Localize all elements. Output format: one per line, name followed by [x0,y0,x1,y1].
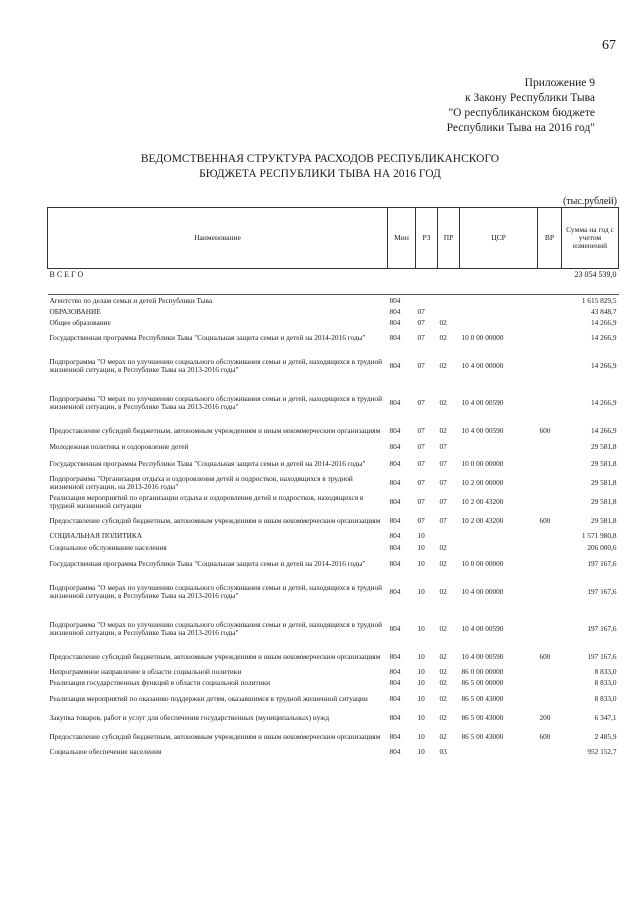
table-row [48,329,619,348]
cell-pr: 02 [439,558,447,568]
cell-sum: 14 266,9 [590,332,617,342]
units-label: (тыс.рублей) [562,196,617,207]
cell-name: Общее образование [49,317,111,327]
cell-rz [416,295,438,307]
cell-csr: 10 4 00 00590 [461,623,504,633]
appendix-header [380,76,595,136]
cell-csr: 86 5 00 00000 [461,678,504,688]
cell-min: 804 [389,678,401,688]
cell-sum: 197 167,6 [587,586,617,596]
cell-vr [538,441,562,455]
cell-vr [538,307,562,318]
cell-vr [538,747,562,759]
cell-rz: 07 [417,496,425,506]
cell-pr [438,531,460,543]
cell-min: 804 [389,295,401,305]
table-row [48,512,619,531]
cell-rz [416,269,438,281]
cell-csr: 10 0 00 00000 [461,332,504,342]
column-header-min: Мин [388,208,416,269]
cell-name: ОБРАЗОВАНИЕ [49,306,101,316]
cell-sum: 8 833,0 [594,678,617,688]
cell-csr [460,295,538,307]
cell-vr [538,295,562,307]
cell-name: Государственная программа Республики Тыва "Социальная защита семьи и детей на 2014-2016 годы" [49,458,366,468]
cell-rz: 10 [417,543,425,553]
cell-rz: 10 [417,747,425,757]
cell-sum: 29 581,8 [590,496,617,506]
table-body [48,269,619,759]
appendix-line: Республики Тыва на 2016 год" [446,122,595,134]
cell-rz: 07 [417,332,425,342]
cell-csr: 10 4 00 00590 [461,425,504,435]
cell-rz: 07 [417,360,425,370]
cell-min: 804 [389,425,401,435]
title-line: БЮДЖЕТА РЕСПУБЛИКИ ТЫВА НА 2016 ГОД [199,168,441,180]
cell-min: 804 [389,543,401,553]
cell-vr [538,611,562,648]
cell-sum: 29 581,8 [590,515,617,525]
cell-vr [538,474,562,493]
table-row [48,690,619,709]
cell-min: 804 [389,515,401,525]
cell-pr: 02 [439,543,447,553]
cell-name: Предоставление субсидий бюджетным, автономным учреждениям и иным некоммерческим организациям [49,731,381,741]
appendix-line: Приложение 9 [524,77,595,89]
cell-vr [538,574,562,611]
table-row [48,574,619,611]
cell-min: 804 [389,747,401,757]
cell-name: Предоставление субсидий бюджетным, автономным учреждениям и иным некоммерческим организациям [49,651,381,661]
cell-csr: 10 2 00 43200 [461,515,504,525]
cell-rz: 10 [417,678,425,688]
cell-csr: 10 2 00 43200 [461,496,504,506]
cell-pr [438,307,460,318]
cell-sum: 2 485,9 [594,731,617,741]
cell-sum: 8 833,0 [594,666,617,676]
column-header-csr: ЦСР [460,208,538,269]
cell-pr [438,281,460,295]
cell-csr [460,269,538,281]
table-row [48,441,619,455]
cell-min: 804 [389,623,401,633]
cell-sum: 8 833,0 [594,693,617,703]
cell-pr: 07 [439,515,447,525]
cell-pr: 02 [439,425,447,435]
cell-csr: 86 5 00 43000 [461,693,504,703]
cell-vr [538,455,562,474]
cell-name: Молодежная политика и оздоровление детей [49,442,189,452]
cell-csr: 10 4 00 00590 [461,651,504,661]
cell-vr [538,678,562,690]
cell-pr: 03 [439,747,447,757]
cell-sum [562,281,619,295]
table-row [48,307,619,318]
column-header-pr: ПР [438,208,460,269]
cell-vr [538,667,562,678]
cell-rz: 07 [417,442,425,452]
cell-csr [460,281,538,295]
table-row [48,295,619,307]
cell-csr: 86 5 00 43000 [461,712,504,722]
table-row [48,709,619,728]
cell-name: Социальное обеспечение населения [49,747,162,757]
cell-pr: 02 [439,693,447,703]
table-row [48,728,619,747]
cell-name: Подпрограмма "О мерах по улучшению социального обслуживания семьи и детей, находящихся в трудной жизненной ситуации, в Республике Тыва на 2013-2016 годы" [49,619,383,637]
cell-sum: 23 054 539,0 [574,269,617,279]
cell-rz: 10 [417,712,425,722]
table-row [48,543,619,555]
cell-vr [538,690,562,709]
cell-rz: 10 [417,558,425,568]
cell-sum: 29 581,8 [590,458,617,468]
cell-rz: 10 [417,531,425,541]
table-row [48,318,619,329]
cell-csr: 10 2 00 00000 [461,477,504,487]
cell-pr [438,295,460,307]
cell-sum: 14 266,9 [590,425,617,435]
cell-min: 804 [389,531,401,541]
cell-csr [460,543,538,555]
cell-rz: 07 [417,477,425,487]
cell-name: Предоставление субсидий бюджетным, автономным учреждениям и иным некоммерческим организациям [49,425,381,435]
cell-name: Реализация мероприятий по оказанию поддержки детям, оказавшимся в трудной жизненной ситуации [49,693,368,703]
column-header-sum: Сумма на год с учетом изменений [562,208,619,269]
cell-min: 804 [389,317,401,327]
cell-sum: 206 000,6 [587,543,617,553]
table-row [48,648,619,667]
cell-vr [538,555,562,574]
cell-min: 804 [389,693,401,703]
table-row [48,385,619,422]
cell-sum: 14 266,9 [590,317,617,327]
cell-sum: 197 167,6 [587,558,617,568]
cell-sum: 43 848,7 [590,306,617,316]
cell-min [388,269,416,281]
cell-csr [460,318,538,329]
cell-pr: 02 [439,317,447,327]
cell-rz: 10 [417,586,425,596]
cell-csr: 10 4 00 00000 [461,360,504,370]
cell-vr [538,385,562,422]
cell-min: 804 [389,496,401,506]
cell-name: Агентство по делам семьи и детей Республики Тыва [49,295,213,305]
cell-name: СОЦИАЛЬНАЯ ПОЛИТИКА [49,531,143,541]
cell-csr: 86 5 00 43000 [461,731,504,741]
cell-pr: 07 [439,458,447,468]
page-number: 67 [602,38,616,53]
cell-name: Предоставление субсидий бюджетным, автономным учреждениям и иным некоммерческим организациям [49,515,381,525]
cell-vr [538,543,562,555]
cell-min: 804 [389,712,401,722]
cell-rz: 07 [417,515,425,525]
cell-csr: 86 0 00 00000 [461,666,504,676]
cell-min: 804 [389,332,401,342]
cell-pr: 02 [439,623,447,633]
table-row [48,678,619,690]
table-header-row [48,208,619,269]
cell-pr: 02 [439,360,447,370]
appendix-line: "О республиканском бюджете [448,107,595,119]
cell-min: 804 [389,442,401,452]
cell-min: 804 [389,477,401,487]
cell-min: 804 [389,666,401,676]
cell-pr: 02 [439,678,447,688]
cell-min [388,281,416,295]
cell-name: ВСЕГО [49,269,86,279]
table-row-total [48,269,619,281]
cell-min: 804 [389,558,401,568]
cell-vr: 600 [539,731,551,741]
table-row [48,531,619,543]
cell-csr: 10 4 00 00000 [461,586,504,596]
cell-pr: 02 [439,332,447,342]
cell-sum: 952 152,7 [587,747,617,757]
cell-vr [538,531,562,543]
table-row [48,667,619,678]
cell-vr [538,269,562,281]
cell-rz: 07 [417,306,425,316]
cell-min: 804 [389,360,401,370]
cell-vr [538,318,562,329]
cell-vr [538,329,562,348]
cell-pr [438,269,460,281]
cell-name: Реализация государственных функций в области социальной политики [49,678,271,688]
cell-sum: 6 347,1 [594,712,617,722]
column-header-rz: РЗ [416,208,438,269]
cell-name: Подпрограмма "О мерах по улучшению социального обслуживания семьи и детей, находящихся в трудной жизненной ситуации, в Республике Тыва на 2013-2016 годы" [49,393,383,411]
budget-table [47,207,619,759]
cell-pr: 07 [439,442,447,452]
cell-rz: 10 [417,666,425,676]
cell-min: 804 [389,731,401,741]
table-row [48,422,619,441]
cell-rz: 07 [417,458,425,468]
cell-name: Непрограммное направление в области социальной политики [49,666,242,676]
cell-rz: 07 [417,397,425,407]
cell-pr: 02 [439,586,447,596]
cell-csr [460,441,538,455]
table-row [48,493,619,512]
cell-pr: 02 [439,731,447,741]
cell-csr: 10 4 00 00590 [461,397,504,407]
cell-sum: 29 581,8 [590,442,617,452]
cell-csr [460,531,538,543]
cell-pr: 02 [439,666,447,676]
cell-csr: 10 0 00 00000 [461,558,504,568]
cell-name: Реализация мероприятий по организации отдыха и оздоровления детей и подростков, находящихся в трудной жизненной ситуации [49,492,364,510]
cell-vr [538,493,562,512]
cell-vr: 600 [539,651,551,661]
cell-sum: 197 167,6 [587,623,617,633]
cell-sum: 1 615 829,5 [581,295,617,305]
cell-sum: 14 266,9 [590,397,617,407]
cell-name: Подпрограмма "О мерах по улучшению социального обслуживания семьи и детей, находящихся в трудной жизненной ситуации, в Республике Тыва на 2013-2016 годы" [49,356,383,374]
table-row [48,455,619,474]
cell-min: 804 [389,306,401,316]
cell-name: Закупка товаров, работ и услуг для обеспечения государственных (муниципальных) нужд [49,712,330,722]
table-row [48,747,619,759]
cell-name: Подпрограмма "Организация отдыха и оздоровления детей и подростков, находящихся в трудной жизненной ситуации, на 2013-2016 годы" [49,473,353,491]
table-row [48,611,619,648]
cell-pr: 07 [439,496,447,506]
cell-name: Государственная программа Республики Тыва "Социальная защита семьи и детей на 2014-2016 годы" [49,558,366,568]
title-line: ВЕДОМСТВЕННАЯ СТРУКТУРА РАСХОДОВ РЕСПУБЛИКАНСКОГО [140,153,500,165]
column-header-vr: ВР [538,208,562,269]
cell-csr: 10 0 00 00000 [461,458,504,468]
cell-sum: 197 167,6 [587,651,617,661]
cell-rz: 07 [417,317,425,327]
cell-pr: 02 [439,651,447,661]
cell-sum: 1 571 980,8 [581,531,617,541]
appendix-line: к Закону Республики Тыва [465,92,595,104]
table-row [48,474,619,493]
cell-rz: 10 [417,651,425,661]
document-title [70,152,570,182]
cell-min: 804 [389,397,401,407]
cell-vr: 600 [539,515,551,525]
cell-rz: 07 [417,425,425,435]
cell-name [48,281,388,295]
column-header-name: Наименование [48,208,388,269]
cell-vr [538,281,562,295]
cell-min: 804 [389,586,401,596]
cell-vr [538,348,562,385]
cell-pr: 02 [439,712,447,722]
cell-csr [460,307,538,318]
table-row [48,555,619,574]
cell-rz [416,281,438,295]
table-row [48,281,619,295]
table-row [48,348,619,385]
cell-pr: 07 [439,477,447,487]
cell-csr [460,747,538,759]
cell-sum: 14 266,9 [590,360,617,370]
cell-name: Социальное обслуживание населения [49,543,167,553]
cell-rz: 10 [417,623,425,633]
cell-name: Подпрограмма "О мерах по улучшению социального обслуживания семьи и детей, находящихся в трудной жизненной ситуации, в Республике Тыва на 2013-2016 годы" [49,582,383,600]
cell-min: 804 [389,458,401,468]
cell-min: 804 [389,651,401,661]
cell-pr: 02 [439,397,447,407]
cell-name: Государственная программа Республики Тыва "Социальная защита семьи и детей на 2014-2016 годы" [49,332,366,342]
cell-rz: 10 [417,731,425,741]
cell-sum: 29 581,8 [590,477,617,487]
cell-vr: 200 [539,712,551,722]
cell-vr: 600 [539,425,551,435]
cell-rz: 10 [417,693,425,703]
